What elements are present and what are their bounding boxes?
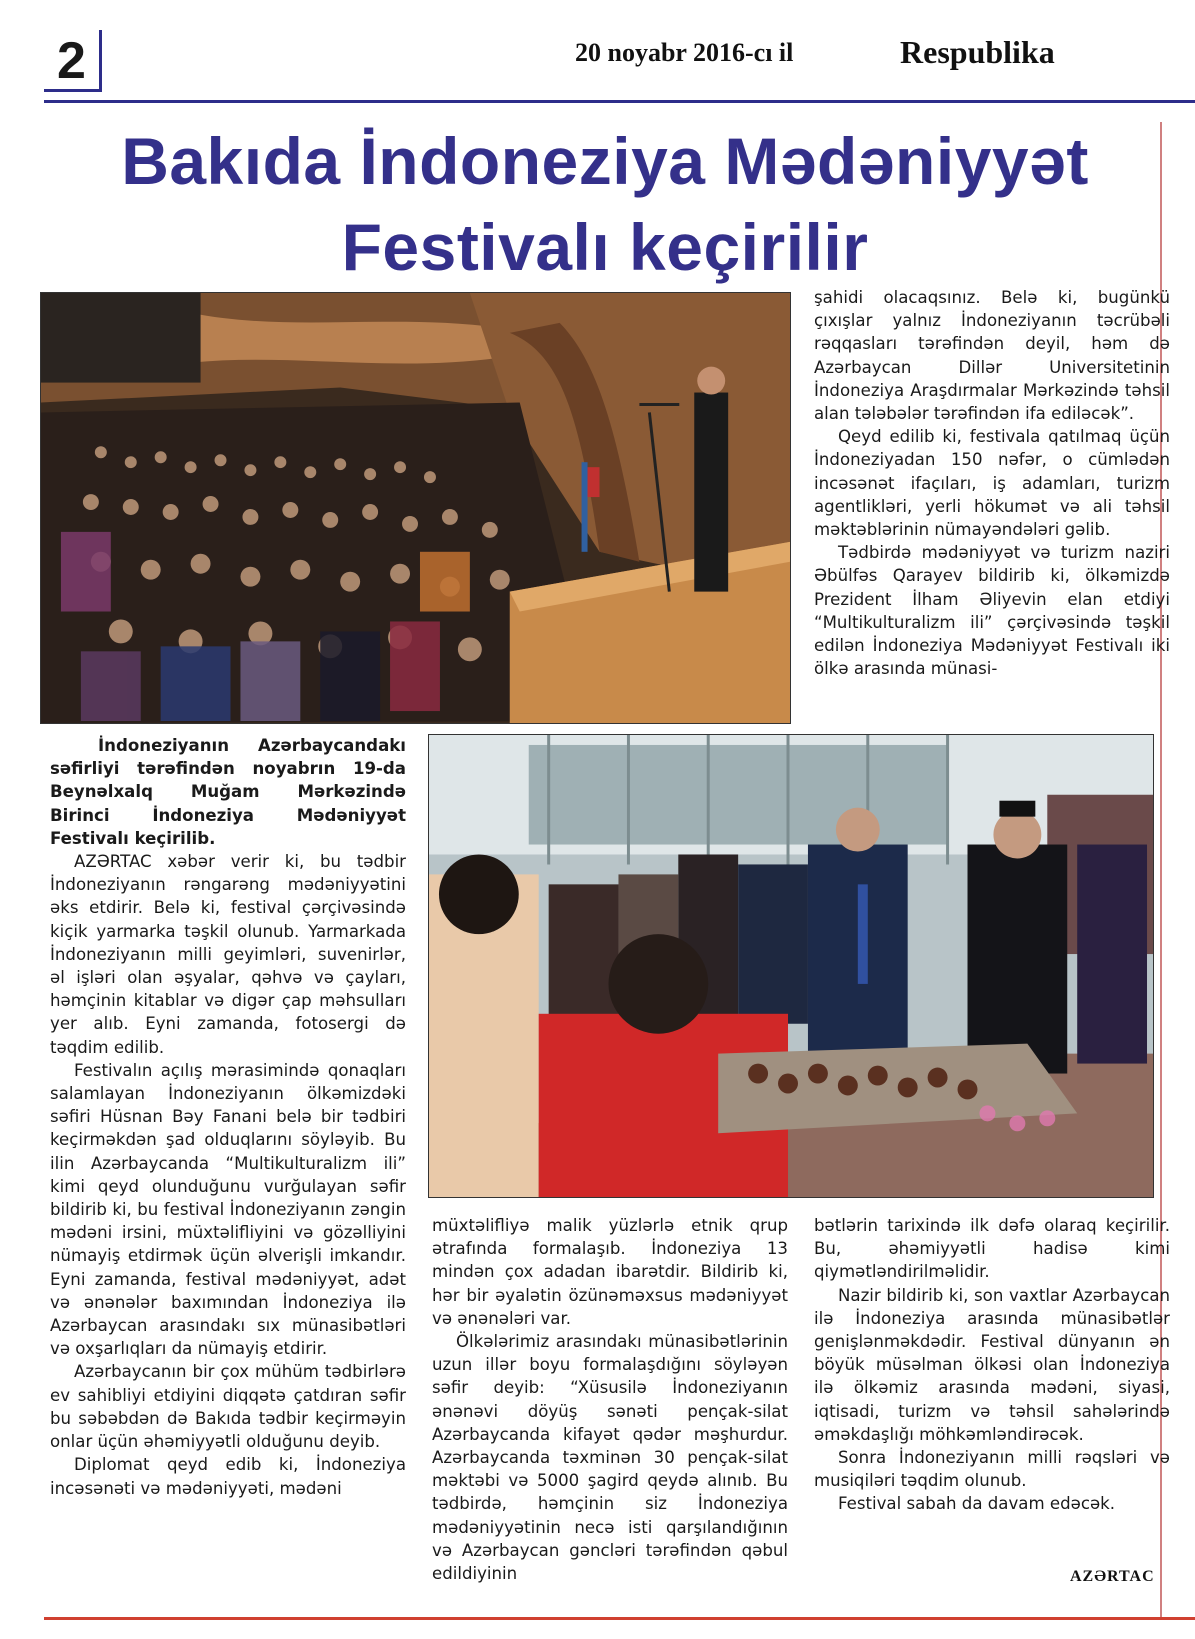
footer-rule <box>44 1617 1195 1620</box>
article-lead: İndoneziyanın Azərbaycandakı səfirliyi tərəfindən noyabrın 19-da Beynəlxalq Muğam Mərkəzində Birinci İndoneziya Mədəniyyət Festivalı keçirilib. <box>50 736 406 848</box>
col3-paragraph-3: Tədbirdə mədəniyyət və turizm naziri Əbülfəs Qarayev bildirib ki, ölkəmizdə Prezident İlham Əliyevin elan etdiyi “Multikulturalizm ili” çərçivəsində təşkil edilən İndoneziya Mədəniyyət Festivalı iki ölkə arasında münasi- <box>814 543 1170 679</box>
col3-paragraph-7: Festival sabah da davam edəcək. <box>838 1494 1116 1514</box>
photo-concert-hall <box>40 292 791 724</box>
col1-paragraph-1: AZƏRTAC xəbər verir ki, bu tədbir İndoneziyanın rəngarəng mədəniyyətini əks etdirir. Belə ki, festival çərçivəsində kiçik yarmarka təşkil olunub. Yarmarkada İndoneziyanın milli geyimləri, suvenirlər, əl işləri olan əşyalar, qəhvə və çayları, həmçinin kitablar və digər çap məhsulları yer alıb. Eyni zamanda, fotosergi də təqdim edilib. <box>50 852 406 1057</box>
fair-stalls-image <box>429 735 1153 1197</box>
column-2 <box>432 1214 788 1585</box>
col3-paragraph-6: Sonra İndoneziyanın milli rəqsləri və musiqiləri təqdim olunub. <box>814 1448 1170 1491</box>
headline-line-2: Festivalı keçirilir <box>341 210 869 284</box>
headline-line-1: Bakıda İndoneziya Mədəniyyət <box>121 124 1089 198</box>
headline <box>40 118 1170 290</box>
newspaper-name: Respublika <box>900 34 1055 70</box>
col1-paragraph-3: Azərbaycanın bir çox mühüm tədbirlərə ev sahibliyi etdiyini diqqətə çatdıran səfir bu səbəbdən də Bakıda tədbir keçirməyin onlar üçün əhəmiyyətli olduğunu deyib. <box>50 1362 406 1452</box>
concert-hall-image <box>41 293 790 723</box>
col3-paragraph-5: Nazir bildirib ki, son vaxtlar Azərbaycan ilə İndoneziya arasında münasibətlər genişlənməkdədir. Festival dünyanın ən böyük müsəlman ölkəsi olan İndoneziya ilə ölkəmiz arasında mədəni, siyasi, iqtisadi, turizm və təhsil sahələrində əməkdaşlığı möhkəmləndirəcək. <box>814 1285 1170 1444</box>
article-credit: AZƏRTAC <box>1070 1568 1155 1585</box>
column-3-top <box>814 286 1170 680</box>
header-rule <box>44 100 1195 103</box>
col3-paragraph-4: bətlərin tarixində ilk dəfə olaraq keçirilir. Bu, əhəmiyyətli hadisə kimi qiymətləndirilməlidir. <box>814 1216 1170 1282</box>
column-1 <box>50 734 406 1500</box>
col3-paragraph-2: Qeyd edilib ki, festivala qatılmaq üçün İndoneziyadan 150 nəfər, o cümlədən incəsənət ifaçıları, iş adamları, turizm agentlikləri, yerli hökumət və ali təhsil məktəblərinin nümayəndələri gəlib. <box>814 427 1170 540</box>
column-3-bottom <box>814 1214 1170 1516</box>
col1-paragraph-2: Festivalın açılış mərasimində qonaqları salamlayan İndoneziyanın ölkəmizdəki səfiri Hüsnan Bəy Fanani belə bir tədbiri keçirməkdən şad olduqlarını söyləyib. Bu ilin Azərbaycanda “Multikulturalizm ili” kimi qeyd olunduğunu vurğulayan səfir bildirib ki, bu festival İndoneziyanın zəngin mədəni irsini, müxtəlifliyini və gözəlliyini nümayiş etdirmək üçün əlverişli imkandır. Eyni zamanda, festival mədəniyyət, adət və ənənələr baxımından İndoneziya ilə Azərbaycan arasındakı sıx münasibətləri və oxşarlıqları da nümayiş etdirir. <box>50 1060 406 1359</box>
col3-paragraph-1: şahidi olacaqsınız. Belə ki, bugünkü çıxışlar yalnız İndoneziyanın təcrübəli rəqqasları tərəfindən deyil, həm də Azərbaycan Dillər Universitetinin İndoneziya Araşdırmalar Mərkəzində təhsil alan tələbələr tərəfindən ifa ediləcək”. <box>814 288 1170 424</box>
col1-paragraph-4: Diplomat qeyd edib ki, İndoneziya incəsənəti və mədəniyyəti, mədəni <box>50 1455 406 1498</box>
page-number: 2 <box>44 30 102 92</box>
photo-fair-stalls <box>428 734 1154 1198</box>
issue-date: 20 noyabr 2016-cı il <box>575 38 794 67</box>
col2-paragraph-1: müxtəlifliyə malik yüzlərlə etnik qrup ətrafında formalaşıb. İndoneziya 13 mindən çox adadan ibarətdir. Bildirib ki, hər bir əyalətin özünəməxsus mədəniyyət və ənənələri var. <box>432 1216 788 1328</box>
col2-paragraph-2: Ölkələrimiz arasındakı münasibətlərinin uzun illər boyu formalaşdığını söyləyən səfir deyib: “Xüsusilə İndoneziyanın ənənəvi döyüş sənəti pençak-silat Azərbaycanda kifayət qədər məşhurdur. Azərbaycanda təxminən 30 pençak-silat məktəbi və 5000 şagird qeydə alınıb. Bu tədbirdə, həmçinin siz İndoneziya mədəniyyətinin necə isti qarşılandığının və Azərbaycan gəncləri tərəfindən qəbul edildiyinin <box>432 1332 788 1584</box>
